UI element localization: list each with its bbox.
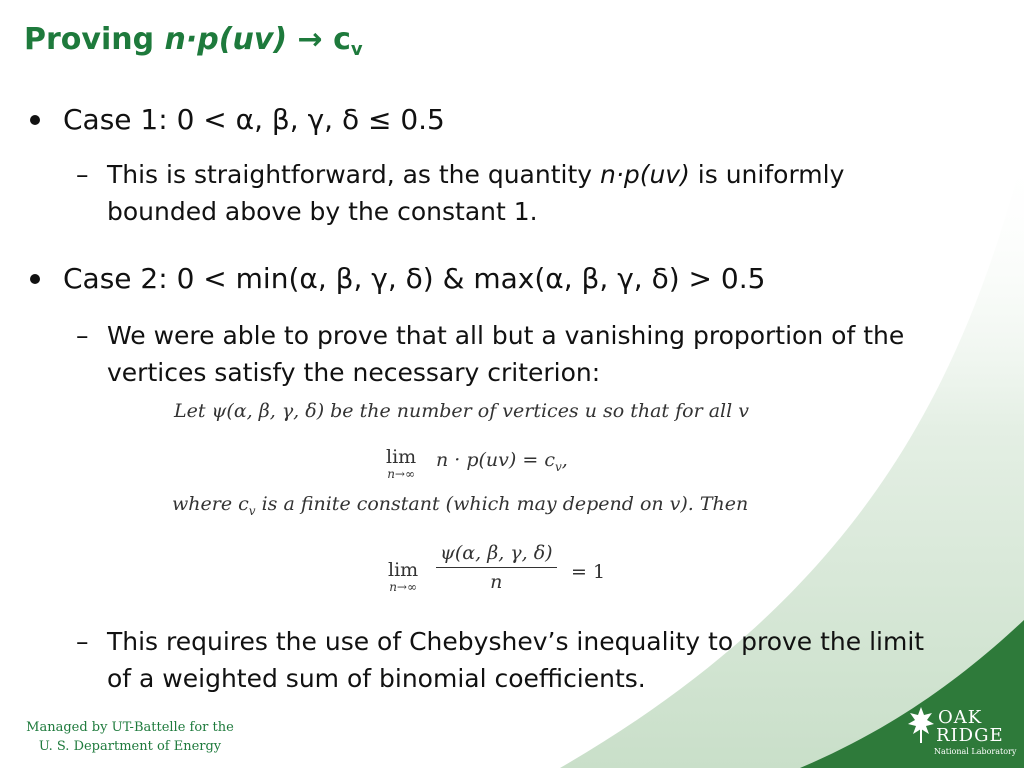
sub-bullet-dash: – <box>76 160 89 189</box>
title-arrow: → c <box>287 22 351 57</box>
title-subscript: v <box>350 39 363 60</box>
lim-subscript: n→∞ <box>389 580 417 594</box>
case-2-text: Case 2: 0 < min(α, β, γ, δ) & max(α, β, γ, δ) > 0.5 <box>63 262 766 295</box>
logo-word-oak: OAK <box>938 707 983 728</box>
formula-line-3 <box>172 493 748 518</box>
eq1-subscript: v <box>554 459 562 474</box>
title-expression: n·p(uv) <box>164 22 288 57</box>
leaf-icon <box>906 705 936 745</box>
sub-bullet-dash: – <box>76 321 89 350</box>
fraction-numerator: ψ(α, β, γ, δ) <box>436 542 557 568</box>
title-prefix: Proving <box>24 22 165 57</box>
case-1-sub-italic: n·p(uv) <box>600 160 690 189</box>
sub-bullet-dash: – <box>76 627 89 656</box>
logo-word-ridge: RIDGE <box>936 725 1004 746</box>
line3-subscript: v <box>248 503 256 518</box>
lim-word: lim <box>388 559 419 581</box>
footer-line-2: U. S. Department of Energy <box>38 739 222 754</box>
lim-word: lim <box>386 446 417 468</box>
line3-start: where c <box>172 493 249 515</box>
lim-subscript: n→∞ <box>387 467 415 481</box>
eq1-main: n · p(uv) = c <box>436 449 555 471</box>
limit-operator-2 <box>388 560 418 594</box>
case-1-text: Case 1: 0 < α, β, γ, δ ≤ 0.5 <box>63 103 445 136</box>
footer-credit <box>20 718 240 756</box>
case-2-sub-2-text: This requires the use of Chebyshev’s inequality to prove the limit of a weighted sum of binomial coefficients. <box>107 627 925 693</box>
case-1-sub-after: is uniformly bounded above by the constant 1. <box>107 160 845 226</box>
footer-line-1: Managed by UT-Battelle for the <box>26 720 234 735</box>
fraction-rhs: = 1 <box>571 561 606 583</box>
line3-rest: is a finite constant (which may depend on v). Then <box>255 493 749 515</box>
fraction <box>436 542 557 593</box>
eq1-end: , <box>561 449 568 471</box>
bullet-dot <box>30 115 40 125</box>
slide-title <box>24 22 363 60</box>
case-1-sub-before: This is straightforward, as the quantity <box>107 160 601 189</box>
formula-line-1: Let ψ(α, β, γ, δ) be the number of vertices u so that for all v <box>174 400 749 422</box>
bullet-dot <box>30 274 40 284</box>
oak-ridge-logo <box>906 705 1017 763</box>
limit-operator-1 <box>386 447 416 481</box>
logo-word-lab: National Laboratory <box>934 747 1017 756</box>
case-2-sub-1-text: We were able to prove that all but a vanishing proportion of the vertices satisfy the necessary criterion: <box>107 321 905 387</box>
fraction-denominator: n <box>490 571 503 593</box>
formula-equation-1 <box>436 449 568 474</box>
case-1-sub-text <box>107 156 927 230</box>
